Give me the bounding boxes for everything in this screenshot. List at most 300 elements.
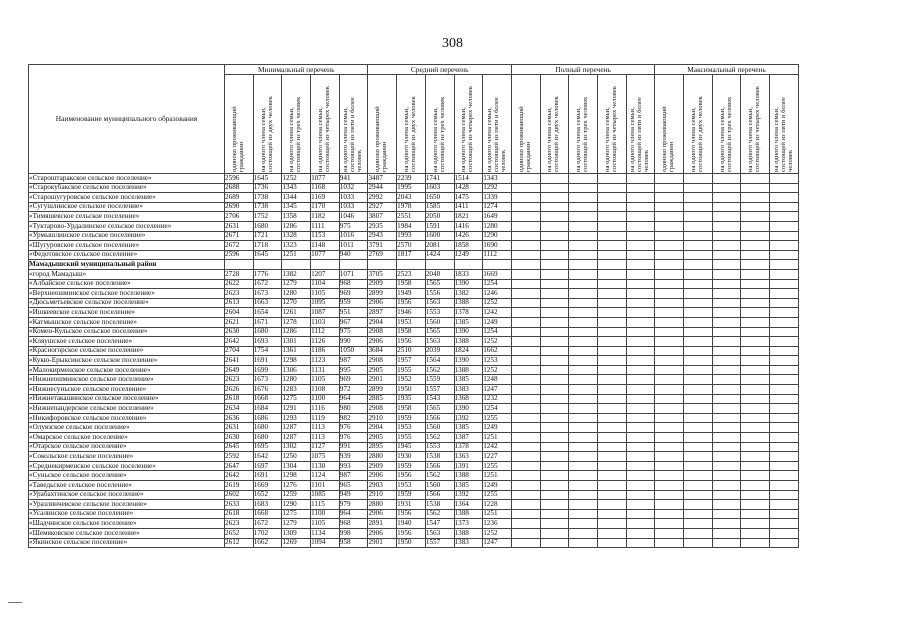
value-cell: 1286 [282,327,311,337]
value-cell: 1119 [311,413,340,423]
value-cell [597,260,626,270]
value-cell [655,375,684,385]
value-cell [597,423,626,433]
table-row [29,193,799,203]
subcolumn-header [712,75,741,174]
value-cell: 1126 [311,337,340,347]
value-cell: 1249 [483,317,512,327]
value-cell: 3684 [368,346,397,356]
value-cell: 1279 [282,519,311,529]
subcolumn-header [597,75,626,174]
value-cell: 2901 [368,538,397,548]
value-cell [511,481,540,491]
value-cell: 1411 [454,202,483,212]
value-cell [712,423,741,433]
value-cell [597,346,626,356]
value-cell: 1378 [454,308,483,318]
value-cell: 1984 [397,221,426,231]
subcolumn-header [483,75,512,174]
value-cell: 2704 [225,346,254,356]
value-cell [741,269,770,279]
value-cell [712,202,741,212]
value-cell [741,423,770,433]
value-cell: 964 [339,394,368,404]
value-cell: 1833 [454,269,483,279]
value-cell [540,308,569,318]
value-cell [684,193,713,203]
value-cell: 1821 [454,212,483,222]
value-cell: 990 [339,337,368,347]
value-cell [569,461,598,471]
value-cell: 1562 [425,365,454,375]
value-cell [655,538,684,548]
value-cell [741,202,770,212]
subcolumn-label: на одного члена семьи, состоящей из четырех человек [603,86,618,172]
subcolumn-header [454,75,483,174]
value-cell [569,202,598,212]
table-row [29,538,799,548]
value-cell: 1298 [282,356,311,366]
value-cell: 2050 [425,212,454,222]
subcolumn-label: на одного члена семьи, состоящей из четырех человек [460,86,475,172]
value-cell [569,250,598,260]
value-cell [626,394,655,404]
value-cell [597,490,626,500]
value-cell: 1255 [483,490,512,500]
value-cell [655,202,684,212]
value-cell: 2623 [225,289,254,299]
value-cell: 1649 [483,212,512,222]
value-cell: 2043 [397,193,426,203]
value-cell [770,433,799,443]
value-cell [626,404,655,414]
value-cell [741,413,770,423]
value-cell [626,327,655,337]
footer-mark [8,602,22,603]
value-cell: 1364 [454,500,483,510]
value-cell [540,231,569,241]
value-cell [569,433,598,443]
value-cell [597,413,626,423]
value-cell: 1817 [397,250,426,260]
value-cell [684,231,713,241]
value-cell [511,327,540,337]
value-cell [770,461,799,471]
value-cell [712,394,741,404]
value-cell [712,471,741,481]
value-cell: 1654 [253,308,282,318]
value-cell: 2901 [368,375,397,385]
value-cell [655,365,684,375]
value-cell [569,356,598,366]
value-cell [569,423,598,433]
subcolumn-header [339,75,368,174]
value-cell [684,269,713,279]
value-cell [569,413,598,423]
value-cell: 1565 [425,279,454,289]
value-cell: 967 [339,317,368,327]
value-cell: 1254 [483,404,512,414]
settlement-name: «Комен-Кульское сельское поселение» [29,327,225,337]
value-cell [540,193,569,203]
value-cell [770,337,799,347]
value-cell [540,509,569,519]
value-cell: 2602 [225,490,254,500]
value-cell: 2623 [225,519,254,529]
value-cell [655,471,684,481]
value-cell: 2239 [397,174,426,184]
value-cell [626,356,655,366]
value-cell [540,212,569,222]
value-cell [569,481,598,491]
value-cell [712,174,741,184]
table-row [29,317,799,327]
value-cell [511,317,540,327]
value-cell: 1293 [282,413,311,423]
value-cell: 1115 [311,500,340,510]
value-cell: 1388 [454,365,483,375]
value-cell: 1560 [425,481,454,491]
value-cell [511,269,540,279]
value-cell: 1249 [483,423,512,433]
value-cell [655,260,684,270]
value-cell [626,231,655,241]
value-cell: 1287 [282,423,311,433]
value-cell [597,308,626,318]
value-cell: 2927 [368,202,397,212]
value-cell: 2647 [225,461,254,471]
value-cell [770,221,799,231]
value-cell: 995 [339,365,368,375]
table-row [29,269,799,279]
value-cell [741,337,770,347]
value-cell: 964 [339,509,368,519]
value-cell [511,241,540,251]
value-cell [339,260,368,270]
value-cell: 2622 [225,279,254,289]
value-cell: 1169 [311,193,340,203]
value-cell [569,221,598,231]
value-cell [741,346,770,356]
value-cell: 958 [339,538,368,548]
value-cell: 968 [339,279,368,289]
value-cell: 2596 [225,250,254,260]
value-cell [684,433,713,443]
value-cell [569,174,598,184]
value-cell [655,327,684,337]
value-cell: 1113 [311,423,340,433]
settlement-name: «Нижнетакашинское сельское поселение» [29,394,225,404]
value-cell: 1591 [425,221,454,231]
value-cell: 1259 [282,490,311,500]
value-cell [626,433,655,443]
value-cell [712,500,741,510]
value-cell [569,289,598,299]
value-cell [626,279,655,289]
value-cell: 1426 [454,231,483,241]
value-cell: 1416 [454,221,483,231]
value-cell: 1671 [253,317,282,327]
value-cell [569,279,598,289]
settlement-name: «Якинское сельское поселение» [29,538,225,548]
value-cell: 1274 [483,202,512,212]
settlement-name: «Туктарово-Урдалинское сельское поселение» [29,221,225,231]
value-cell [684,394,713,404]
value-cell [540,500,569,510]
value-cell: 2604 [225,308,254,318]
value-cell [540,413,569,423]
value-cell [597,250,626,260]
value-cell [770,509,799,519]
value-cell [511,298,540,308]
value-cell: 1249 [483,481,512,491]
value-cell [712,337,741,347]
value-cell: 2706 [225,212,254,222]
value-cell [770,298,799,308]
settlement-name: «Верхнеошминское сельское поселение» [29,289,225,299]
table-row [29,356,799,366]
group-header-row [29,65,799,75]
table-body [29,174,799,548]
value-cell: 1738 [253,202,282,212]
value-cell [684,308,713,318]
value-cell: 1642 [253,452,282,462]
value-cell: 1566 [425,413,454,423]
subcolumn-label: на одного члена семьи, состоящей из трех человек [431,96,446,172]
value-cell: 1254 [483,279,512,289]
settlement-name: «Уразлинчевское сельское поселение» [29,500,225,510]
value-cell: 1995 [397,183,426,193]
value-cell [655,528,684,538]
settlement-name: «Отарское сельское поселение» [29,442,225,452]
value-cell [511,202,540,212]
group-header: Средний перечень [368,65,511,75]
value-cell: 2523 [397,269,426,279]
value-cell [597,385,626,395]
value-cell: 1645 [253,250,282,260]
value-cell [626,519,655,529]
value-cell [770,423,799,433]
value-cell: 2642 [225,471,254,481]
value-cell: 1388 [454,528,483,538]
value-cell [569,471,598,481]
value-cell: 2630 [225,327,254,337]
value-cell [597,519,626,529]
value-cell: 1553 [425,308,454,318]
value-cell: 2636 [225,413,254,423]
value-cell [712,317,741,327]
value-cell [712,346,741,356]
value-cell: 1247 [483,538,512,548]
value-cell: 1131 [311,365,340,375]
value-cell: 1252 [282,174,311,184]
value-cell [597,356,626,366]
table-row [29,337,799,347]
value-cell [511,385,540,395]
value-cell [712,519,741,529]
value-cell: 1754 [253,346,282,356]
value-cell: 1246 [483,289,512,299]
settlement-name: «Сокольское сельское поселение» [29,452,225,462]
value-cell [770,528,799,538]
value-cell [597,452,626,462]
value-cell [712,413,741,423]
value-cell [770,481,799,491]
value-cell: 1148 [311,241,340,251]
value-cell: 1738 [253,193,282,203]
subsistence-table [28,64,799,548]
value-cell: 1250 [282,452,311,462]
value-cell [597,174,626,184]
value-cell: 2592 [225,452,254,462]
value-cell: 1993 [397,231,426,241]
value-cell: 3487 [368,174,397,184]
settlement-name: «Шемяковское сельское поселение» [29,528,225,538]
value-cell: 1565 [425,327,454,337]
name-column-header: Наименование муниципального образования [29,65,225,174]
value-cell: 987 [339,356,368,366]
value-cell [741,221,770,231]
value-cell [569,375,598,385]
settlement-name: «Урабахтинское сельское поселение» [29,490,225,500]
value-cell [511,452,540,462]
value-cell: 1373 [454,519,483,529]
subcolumn-header [655,75,684,174]
value-cell: 1958 [397,327,426,337]
value-cell [741,500,770,510]
value-cell [397,260,426,270]
value-cell [741,212,770,222]
value-cell [770,365,799,375]
value-cell: 1248 [483,375,512,385]
subcolumn-header [282,75,311,174]
value-cell [655,413,684,423]
value-cell [770,308,799,318]
settlement-name: «Албайское сельское поселение» [29,279,225,289]
value-cell: 2899 [368,289,397,299]
value-cell [569,327,598,337]
value-cell: 968 [339,519,368,529]
table-row [29,241,799,251]
value-cell [741,183,770,193]
value-cell [655,394,684,404]
value-cell [741,241,770,251]
group-header: Полный перечень [511,65,654,75]
value-cell: 1280 [483,221,512,231]
value-cell: 1388 [454,471,483,481]
value-cell [569,231,598,241]
value-cell [511,413,540,423]
table-row [29,375,799,385]
value-cell [770,490,799,500]
value-cell [597,394,626,404]
value-cell: 1959 [397,461,426,471]
value-cell: 993 [339,461,368,471]
value-cell [741,394,770,404]
subcolumn-header [684,75,713,174]
settlement-name: «Шугуровское сельское поселение» [29,241,225,251]
value-cell [684,528,713,538]
value-cell: 1695 [253,442,282,452]
value-cell [684,375,713,385]
settlement-name: «Нижнепандерское сельское поселение» [29,404,225,414]
value-cell [597,241,626,251]
value-cell: 1673 [253,289,282,299]
value-cell: 1108 [311,385,340,395]
value-cell [712,538,741,548]
value-cell [540,356,569,366]
value-cell [741,442,770,452]
value-cell [712,183,741,193]
value-cell [597,337,626,347]
value-cell: 1959 [397,490,426,500]
value-cell: 1950 [397,538,426,548]
subcolumn-label: на одного члена семьи, состоящей из двух человек [259,96,274,172]
table-row [29,346,799,356]
value-cell: 1278 [282,317,311,327]
value-cell: 1957 [397,356,426,366]
value-cell [770,269,799,279]
value-cell [684,519,713,529]
value-cell [540,337,569,347]
value-cell: 1562 [425,471,454,481]
value-cell [655,174,684,184]
value-cell [511,231,540,241]
subcolumn-label: на одного члена семьи, состоящей из пяти и более человек [485,97,507,172]
value-cell [770,442,799,452]
value-cell: 1385 [454,481,483,491]
value-cell: 965 [339,481,368,491]
value-cell [741,193,770,203]
value-cell: 2880 [368,452,397,462]
value-cell: 1255 [483,413,512,423]
value-cell [741,471,770,481]
value-cell [597,289,626,299]
value-cell [511,193,540,203]
value-cell: 1645 [253,174,282,184]
value-cell [770,385,799,395]
value-cell [655,423,684,433]
value-cell: 1543 [425,394,454,404]
value-cell [540,260,569,270]
value-cell: 1697 [253,461,282,471]
settlement-name: «Суньское сельское поселение» [29,471,225,481]
value-cell [684,174,713,184]
value-cell [626,308,655,318]
value-cell: 1557 [425,538,454,548]
value-cell [655,433,684,443]
value-cell: 1956 [397,471,426,481]
value-cell: 1566 [425,490,454,500]
value-cell [655,346,684,356]
value-cell: 1669 [483,269,512,279]
value-cell: 2672 [225,241,254,251]
value-cell [626,385,655,395]
value-cell: 951 [339,308,368,318]
value-cell: 2909 [368,461,397,471]
value-cell: 987 [339,471,368,481]
value-cell [684,317,713,327]
value-cell: 2909 [368,279,397,289]
value-cell [540,365,569,375]
value-cell [770,231,799,241]
value-cell [540,528,569,538]
value-cell: 972 [339,385,368,395]
subcolumn-label: на одного члена семьи, состоящей из двух человек [403,96,417,172]
value-cell [712,404,741,414]
value-cell [741,404,770,414]
value-cell: 1207 [311,269,340,279]
